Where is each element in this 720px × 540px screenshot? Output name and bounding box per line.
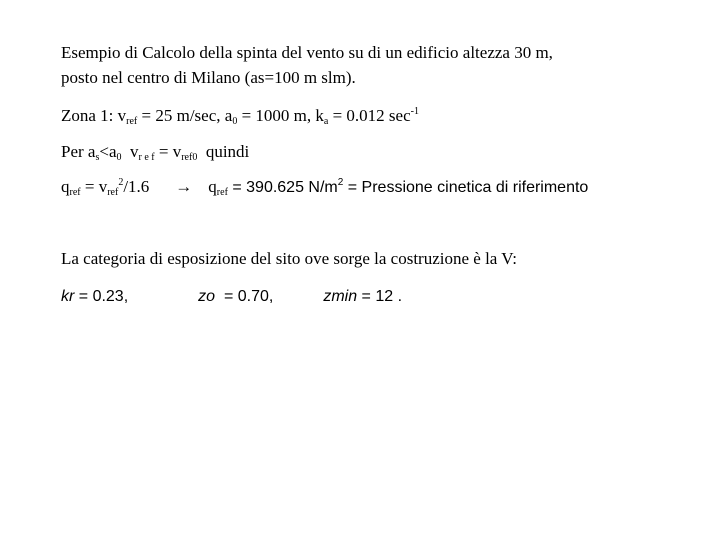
zmin-value: = 12 . [357,288,403,305]
qref-value: = 390.625 N/m [227,179,338,196]
intro-text-1: Esempio di Calcolo della spinta del vento su di un edificio altezza 30 m, [61,43,553,62]
zona-prefix: Zona 1: v [61,106,127,125]
q-square: 2 [118,177,124,188]
arrow-icon: → [175,177,193,196]
qref-description: = Pressione cinetica di riferimento [343,179,589,196]
intro-text-2: posto nel centro di Milano (as=100 m slm). [61,68,356,87]
per-a0-subscript: 0 [116,152,122,163]
q-divisor: /1.6 [123,177,150,196]
per-prefix: Per a [61,142,96,161]
z0-label: zo [198,288,216,305]
zona-line [61,105,419,127]
per-vref-subscript: r e f [138,152,155,163]
params-line [61,285,402,308]
a0-value: = 1000 m, k [237,106,324,125]
vref-value: = 25 m/sec, a [137,106,233,125]
kr-label: kr [61,288,75,305]
per-less-than: <a [99,142,117,161]
per-line [61,141,249,163]
categoria-text: La categoria di esposizione del sito ove sorge la costruzione è la V: [61,249,518,268]
qref-subscript: ref [69,187,81,198]
q-vref-subscript: ref [107,187,119,198]
ka-exponent: -1 [410,106,419,117]
intro-line-2 [61,67,356,89]
vref-subscript: ref [126,116,138,127]
ka-value: = 0.012 sec [328,106,411,125]
q-symbol: q [61,177,70,196]
categoria-line [61,248,517,270]
unit-exponent: 2 [337,177,344,188]
zmin-label: zmin [323,288,358,305]
qref2-subscript: ref [216,187,228,198]
kr-value: = 0.23, [74,288,129,305]
a0-subscript: 0 [232,116,238,127]
per-quindi: quindi [197,142,250,161]
q-equals: = v [80,177,108,196]
vref0-subscript: ref0 [181,152,198,163]
z0-value: = 0.70, [215,288,274,305]
q-line [61,176,588,199]
per-v: v [121,142,139,161]
ka-subscript: a [323,116,329,127]
intro-line-1 [61,42,553,64]
per-equals: = v [154,142,182,161]
as-subscript: s [95,152,100,163]
q2-symbol: q [208,177,217,196]
